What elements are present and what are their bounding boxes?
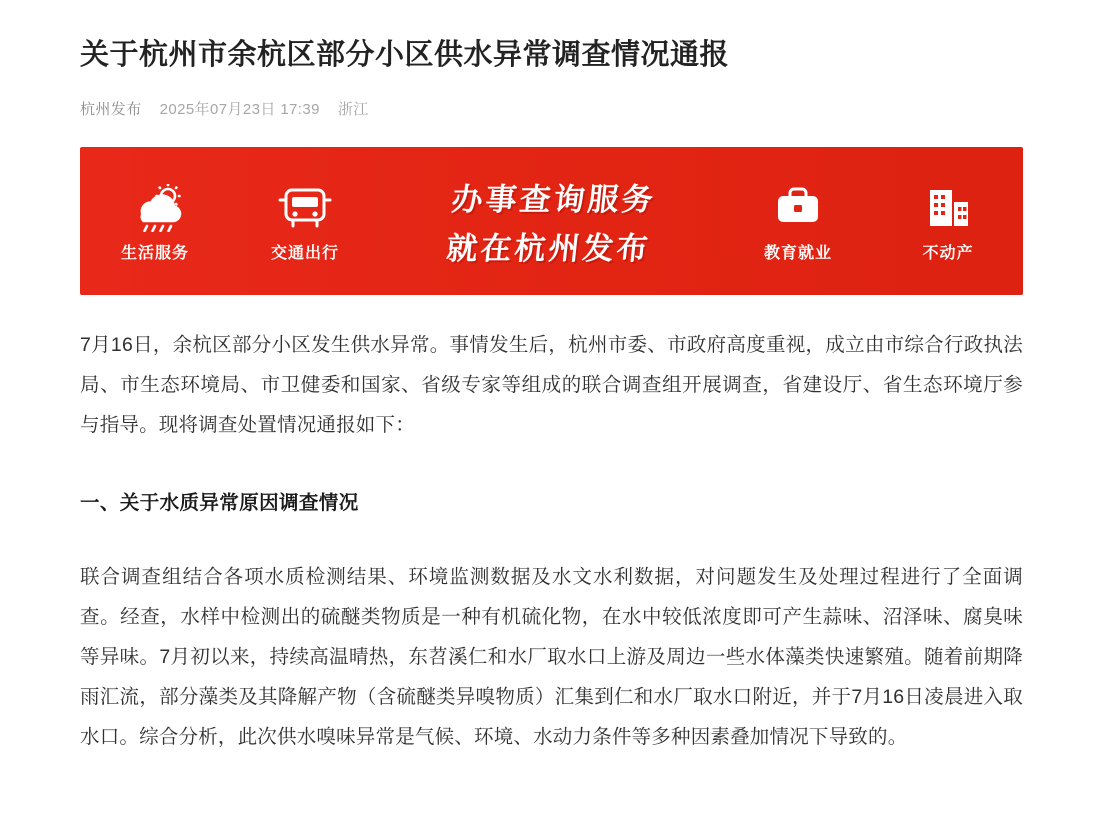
article-meta [80,98,1023,119]
banner-item-transport[interactable] [230,180,380,263]
banner-headline-line2: 就在杭州发布 [444,231,653,267]
bottom-spacer [80,757,1023,797]
weather-cloud-sun-icon [125,180,185,232]
banner-item-label: 不动产 [922,244,974,262]
banner-headline [375,174,728,268]
banner-item-label: 教育就业 [763,244,832,262]
article-date: 2025年07月23日 17:39 [159,101,320,118]
section-heading-1: 一、关于水质异常原因调查情况 [80,492,359,514]
page-title: 关于杭州市余杭区部分小区供水异常调查情况通报 [80,39,730,71]
article-source: 杭州发布 [80,101,142,118]
banner-item-life-services[interactable] [80,180,230,263]
banner-item-label: 生活服务 [120,244,189,262]
promo-banner[interactable] [80,147,1023,295]
banner-item-label: 交通出行 [270,244,339,262]
body-paragraph-2: 联合调查组结合各项水质检测结果、环境监测数据及水文水利数据，对问题发生及处理过程进行了全面调查。经查，水样中检测出的硫醚类物质是一种有机硫化物，在水中较低浓度即可产生蒜味、沼泽味、腐臭味等异味。7月初以来，持续高温晴热，东苕溪仁和水厂取水口上游及周边一些水体藻类快速繁殖。随着前期降雨汇流，部分藻类及其降解产物（含硫醚类异嗅物质）汇集到仁和水厂取水口附近，并于7月16日凌晨进入取水口。综合分析，此次供水嗅味异常是气候、环境、水动力条件等多种因素叠加情况下导致的。 [80,566,1023,748]
banner-item-real-estate[interactable] [873,180,1023,263]
article-region: 浙江 [337,101,369,118]
briefcase-icon [769,180,827,232]
banner-headline-line1: 办事查询服务 [449,182,658,218]
bus-icon [276,180,334,232]
body-paragraph-1: 7月16日，余杭区部分小区发生供水异常。事情发生后，杭州市委、市政府高度重视，成立由市综合行政执法局、市生态环境局、市卫健委和国家、省级专家等组成的联合调查组开展调查，省建设厅、省生态环境厅参与指导。现将调查处置情况通报如下： [80,334,1023,436]
banner-item-education-employment[interactable] [723,180,873,263]
building-icon [919,180,977,232]
